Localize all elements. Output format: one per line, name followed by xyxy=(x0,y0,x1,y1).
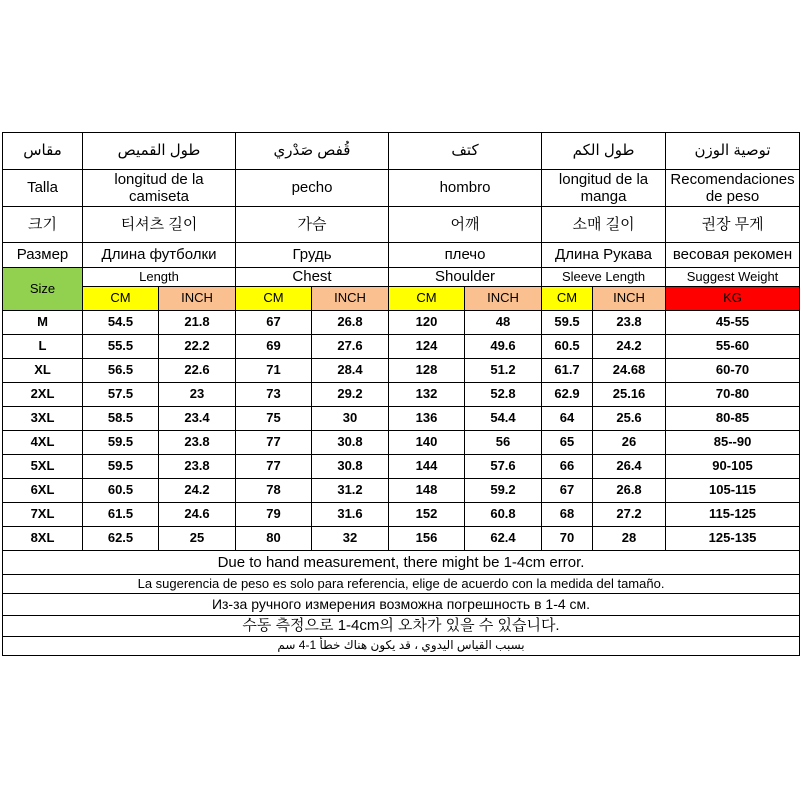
shoulder-inch-cell: 57.6 xyxy=(465,455,542,479)
weight-cell: 70-80 xyxy=(666,383,800,407)
sleeve-inch-cell: 25.6 xyxy=(593,407,666,431)
sleeve-cm-cell: 59.5 xyxy=(542,311,593,335)
korean-header-row xyxy=(3,207,800,243)
russian-sleeve-label: Длина Рукава xyxy=(542,243,666,268)
sleeve-inch-cell: 25.16 xyxy=(593,383,666,407)
note-row-english xyxy=(3,551,800,575)
shoulder-inch-cell: 48 xyxy=(465,311,542,335)
measurement-note-korean: 수동 측정으로 1-4cm의 오차가 있을 수 있습니다. xyxy=(3,616,800,637)
arabic-header-row xyxy=(3,133,800,170)
note-row-russian xyxy=(3,594,800,616)
sleeve-inch-cell: 28 xyxy=(593,527,666,551)
sleeve-inch-cell: 26 xyxy=(593,431,666,455)
shoulder-inch-cell: 56 xyxy=(465,431,542,455)
table-row xyxy=(3,311,800,335)
weight-cell: 60-70 xyxy=(666,359,800,383)
weight-cell: 85--90 xyxy=(666,431,800,455)
length-cm-cell: 57.5 xyxy=(83,383,159,407)
shoulder-header: Shoulder xyxy=(389,268,542,287)
weight-cell: 90-105 xyxy=(666,455,800,479)
chest-inch-cell: 30 xyxy=(312,407,389,431)
sleeve-inch-cell: 24.2 xyxy=(593,335,666,359)
sleeve-length-header: Sleeve Length xyxy=(542,268,666,287)
shoulder-inch-cell: 52.8 xyxy=(465,383,542,407)
length-cm-cell: 55.5 xyxy=(83,335,159,359)
shoulder-cm-cell: 148 xyxy=(389,479,465,503)
chest-cm-cell: 67 xyxy=(236,311,312,335)
chest-cm-cell: 78 xyxy=(236,479,312,503)
length-inch-cell: 24.6 xyxy=(159,503,236,527)
shoulder-inch-cell: 51.2 xyxy=(465,359,542,383)
russian-header-row xyxy=(3,243,800,268)
sleeve-inch-cell: 23.8 xyxy=(593,311,666,335)
chest-cm-cell: 79 xyxy=(236,503,312,527)
size-header: Size xyxy=(3,268,83,311)
arabic-sleeve-label: طول الكم xyxy=(542,133,666,170)
korean-shoulder-label: 어깨 xyxy=(389,207,542,243)
sleeve-cm-cell: 61.7 xyxy=(542,359,593,383)
chest-cm-cell: 77 xyxy=(236,431,312,455)
weight-cell: 80-85 xyxy=(666,407,800,431)
russian-chest-label: Грудь xyxy=(236,243,389,268)
length-cm-cell: 62.5 xyxy=(83,527,159,551)
sleeve-cm-cell: 60.5 xyxy=(542,335,593,359)
sleeve-cm-cell: 65 xyxy=(542,431,593,455)
chest-inch-cell: 30.8 xyxy=(312,455,389,479)
spanish-shoulder-label: hombro xyxy=(389,170,542,207)
length-cm-cell: 58.5 xyxy=(83,407,159,431)
shoulder-cm-cell: 128 xyxy=(389,359,465,383)
shoulder-inch-cell: 62.4 xyxy=(465,527,542,551)
weight-cell: 115-125 xyxy=(666,503,800,527)
english-header-row xyxy=(3,268,800,287)
table-row xyxy=(3,479,800,503)
length-inch-cell: 23 xyxy=(159,383,236,407)
length-inch-cell: 22.2 xyxy=(159,335,236,359)
table-row xyxy=(3,455,800,479)
weight-cell: 55-60 xyxy=(666,335,800,359)
measurement-note-english: Due to hand measurement, there might be 1-4cm error. xyxy=(3,551,800,575)
arabic-chest-label: قُفص صَدْري xyxy=(236,133,389,170)
chest-cm-cell: 80 xyxy=(236,527,312,551)
sleeve-cm-cell: 66 xyxy=(542,455,593,479)
table-row xyxy=(3,407,800,431)
length-inch-cell: 22.6 xyxy=(159,359,236,383)
shoulder-inch-cell: 60.8 xyxy=(465,503,542,527)
sleeve-inch-cell: 27.2 xyxy=(593,503,666,527)
shoulder-cm-cell: 152 xyxy=(389,503,465,527)
shoulder-inch-cell: 54.4 xyxy=(465,407,542,431)
shoulder-cm-cell: 120 xyxy=(389,311,465,335)
table-row xyxy=(3,527,800,551)
sleeve-cm-cell: 70 xyxy=(542,527,593,551)
length-header: Length xyxy=(83,268,236,287)
chest-cm-cell: 69 xyxy=(236,335,312,359)
sleeve-cm-cell: 68 xyxy=(542,503,593,527)
note-row-korean xyxy=(3,616,800,637)
korean-chest-label: 가슴 xyxy=(236,207,389,243)
length-inch-unit: INCH xyxy=(159,287,236,311)
sleeve-inch-cell: 24.68 xyxy=(593,359,666,383)
weight-cell: 125-135 xyxy=(666,527,800,551)
measurement-note-spanish: La sugerencia de peso es solo para referencia, elige de acuerdo con la medida del tamaño. xyxy=(3,575,800,594)
sleeve-inch-unit: INCH xyxy=(593,287,666,311)
size-cell: 3XL xyxy=(3,407,83,431)
size-cell: XL xyxy=(3,359,83,383)
size-cell: 7XL xyxy=(3,503,83,527)
size-cell: 5XL xyxy=(3,455,83,479)
spanish-length-label: longitud de la camiseta xyxy=(83,170,236,207)
size-cell: 8XL xyxy=(3,527,83,551)
note-row-arabic xyxy=(3,637,800,656)
russian-weight-label: весовая рекомен xyxy=(666,243,800,268)
spanish-weight-label: Recomendaciones de peso xyxy=(666,170,800,207)
note-row-spanish xyxy=(3,575,800,594)
length-inch-cell: 25 xyxy=(159,527,236,551)
length-cm-unit: CM xyxy=(83,287,159,311)
length-inch-cell: 24.2 xyxy=(159,479,236,503)
chest-cm-unit: CM xyxy=(236,287,312,311)
chest-inch-cell: 28.4 xyxy=(312,359,389,383)
size-cell: 2XL xyxy=(3,383,83,407)
weight-cell: 105-115 xyxy=(666,479,800,503)
shoulder-inch-cell: 59.2 xyxy=(465,479,542,503)
korean-weight-label: 권장 무게 xyxy=(666,207,800,243)
unit-header-row xyxy=(3,287,800,311)
chest-inch-cell: 32 xyxy=(312,527,389,551)
shoulder-cm-cell: 140 xyxy=(389,431,465,455)
sleeve-cm-cell: 64 xyxy=(542,407,593,431)
korean-length-label: 티셔츠 길이 xyxy=(83,207,236,243)
chest-cm-cell: 71 xyxy=(236,359,312,383)
chest-inch-cell: 31.2 xyxy=(312,479,389,503)
sleeve-inch-cell: 26.4 xyxy=(593,455,666,479)
shoulder-inch-cell: 49.6 xyxy=(465,335,542,359)
chest-inch-cell: 27.6 xyxy=(312,335,389,359)
table-row xyxy=(3,503,800,527)
shoulder-cm-cell: 132 xyxy=(389,383,465,407)
weight-cell: 45-55 xyxy=(666,311,800,335)
length-cm-cell: 59.5 xyxy=(83,431,159,455)
size-cell: 6XL xyxy=(3,479,83,503)
arabic-weight-label: توصية الوزن xyxy=(666,133,800,170)
korean-size-label: 크기 xyxy=(3,207,83,243)
spanish-chest-label: pecho xyxy=(236,170,389,207)
sleeve-cm-cell: 62.9 xyxy=(542,383,593,407)
measurement-note-russian: Из-за ручного измерения возможна погрешность в 1-4 см. xyxy=(3,594,800,616)
chest-inch-unit: INCH xyxy=(312,287,389,311)
table-row xyxy=(3,335,800,359)
table-row xyxy=(3,383,800,407)
chest-inch-cell: 31.6 xyxy=(312,503,389,527)
spanish-header-row xyxy=(3,170,800,207)
length-cm-cell: 56.5 xyxy=(83,359,159,383)
korean-sleeve-label: 소매 길이 xyxy=(542,207,666,243)
chest-inch-cell: 30.8 xyxy=(312,431,389,455)
shoulder-cm-unit: CM xyxy=(389,287,465,311)
arabic-length-label: طول القميص xyxy=(83,133,236,170)
length-inch-cell: 21.8 xyxy=(159,311,236,335)
chest-cm-cell: 75 xyxy=(236,407,312,431)
russian-size-label: Размер xyxy=(3,243,83,268)
length-inch-cell: 23.8 xyxy=(159,455,236,479)
size-cell: 4XL xyxy=(3,431,83,455)
arabic-size-label: مقاس xyxy=(3,133,83,170)
sleeve-cm-unit: CM xyxy=(542,287,593,311)
chest-header: Chest xyxy=(236,268,389,287)
size-cell: L xyxy=(3,335,83,359)
table-row xyxy=(3,359,800,383)
length-inch-cell: 23.4 xyxy=(159,407,236,431)
length-cm-cell: 61.5 xyxy=(83,503,159,527)
measurement-note-arabic: بسبب القياس اليدوي ، قد يكون هناك خطأ 1-4 سم xyxy=(3,637,800,656)
chest-cm-cell: 73 xyxy=(236,383,312,407)
spanish-size-label: Talla xyxy=(3,170,83,207)
chest-inch-cell: 29.2 xyxy=(312,383,389,407)
sleeve-cm-cell: 67 xyxy=(542,479,593,503)
chest-inch-cell: 26.8 xyxy=(312,311,389,335)
length-cm-cell: 54.5 xyxy=(83,311,159,335)
table-row xyxy=(3,431,800,455)
russian-shoulder-label: плечо xyxy=(389,243,542,268)
spanish-sleeve-label: longitud de la manga xyxy=(542,170,666,207)
weight-kg-unit: KG xyxy=(666,287,800,311)
size-chart-table xyxy=(2,132,800,656)
shoulder-inch-unit: INCH xyxy=(465,287,542,311)
sleeve-inch-cell: 26.8 xyxy=(593,479,666,503)
length-inch-cell: 23.8 xyxy=(159,431,236,455)
suggest-weight-header: Suggest Weight xyxy=(666,268,800,287)
length-cm-cell: 60.5 xyxy=(83,479,159,503)
size-cell: M xyxy=(3,311,83,335)
shoulder-cm-cell: 124 xyxy=(389,335,465,359)
russian-length-label: Длина футболки xyxy=(83,243,236,268)
shoulder-cm-cell: 144 xyxy=(389,455,465,479)
shoulder-cm-cell: 136 xyxy=(389,407,465,431)
length-cm-cell: 59.5 xyxy=(83,455,159,479)
chest-cm-cell: 77 xyxy=(236,455,312,479)
shoulder-cm-cell: 156 xyxy=(389,527,465,551)
arabic-shoulder-label: كتف xyxy=(389,133,542,170)
